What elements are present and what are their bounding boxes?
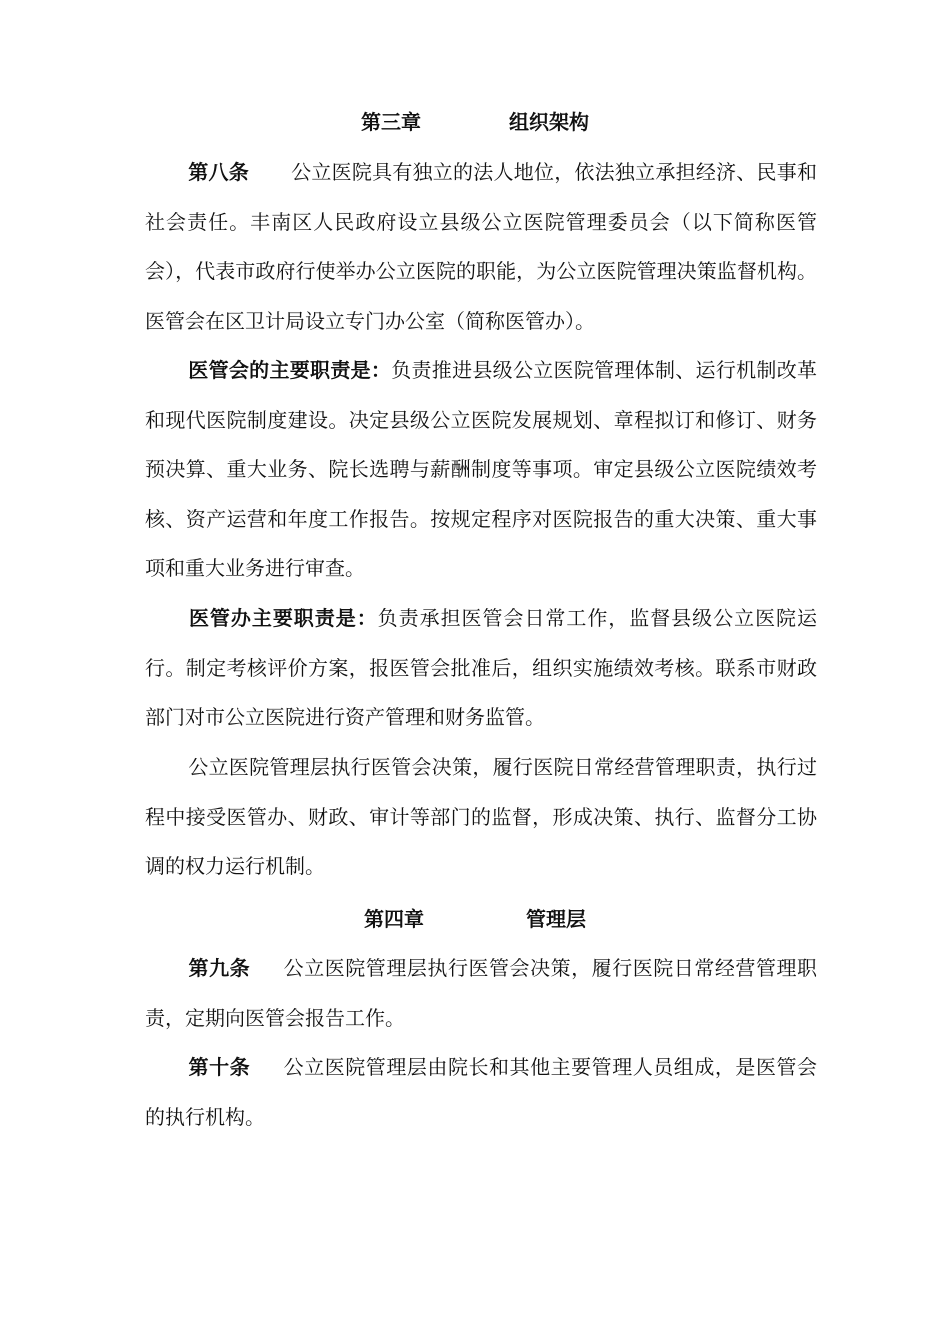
office-duties-lead: 医管办主要职责是： — [188, 606, 378, 630]
committee-duties-lead: 医管会的主要职责是： — [188, 358, 392, 382]
chapter-3-heading — [0, 108, 950, 136]
management-paragraph-text: 公立医院管理层执行医管会决策，履行医院日常经营管理职责，执行过程中接受医管办、财政、审计等部门的监督，形成决策、执行、监督分工协调的权力运行机制。 — [145, 755, 817, 878]
chapter-4-label: 第四章 — [364, 907, 424, 931]
committee-duties — [145, 346, 817, 594]
article-8-lead: 第八条 — [188, 160, 249, 184]
article-8-text: 公立医院具有独立的法人地位，依法独立承担经济、民事和社会责任。丰南区人民政府设立县级公立医院管理委员会（以下简称医管会），代表市政府行使举办公立医院的职能，为公立医院管理决策监督机构。医管会在区卫计局设立专门办公室（简称医管办）。 — [145, 160, 818, 333]
committee-duties-text: 负责推进县级公立医院管理体制、运行机制改革和现代医院制度建设。决定县级公立医院发展规划、章程拟订和修订、财务预决算、重大业务、院长选聘与薪酬制度等事项。审定县级公立医院绩效考核、资产运营和年度工作报告。按规定程序对医院报告的重大决策、重大事项和重大业务进行审查。 — [145, 358, 818, 580]
article-9 — [145, 944, 817, 1043]
article-10 — [145, 1043, 817, 1142]
article-8 — [145, 148, 817, 346]
chapter-4-title: 管理层 — [526, 907, 586, 931]
chapter-4-heading — [0, 905, 950, 933]
article-9-text: 公立医院管理层执行医管会决策，履行医院日常经营管理职责，定期向医管会报告工作。 — [145, 956, 818, 1030]
chapter-3-title: 组织架构 — [509, 110, 589, 134]
office-duties-text: 负责承担医管会日常工作，监督县级公立医院运行。制定考核评价方案，报医管会批准后，组织实施绩效考核。联系市财政部门对市公立医院进行资产管理和财务监管。 — [145, 606, 818, 729]
article-10-lead: 第十条 — [188, 1055, 251, 1079]
office-duties — [145, 594, 817, 743]
management-paragraph — [145, 743, 817, 892]
article-9-lead: 第九条 — [188, 956, 251, 980]
chapter-3-label: 第三章 — [361, 110, 421, 134]
article-10-text: 公立医院管理层由院长和其他主要管理人员组成，是医管会的执行机构。 — [145, 1055, 818, 1129]
